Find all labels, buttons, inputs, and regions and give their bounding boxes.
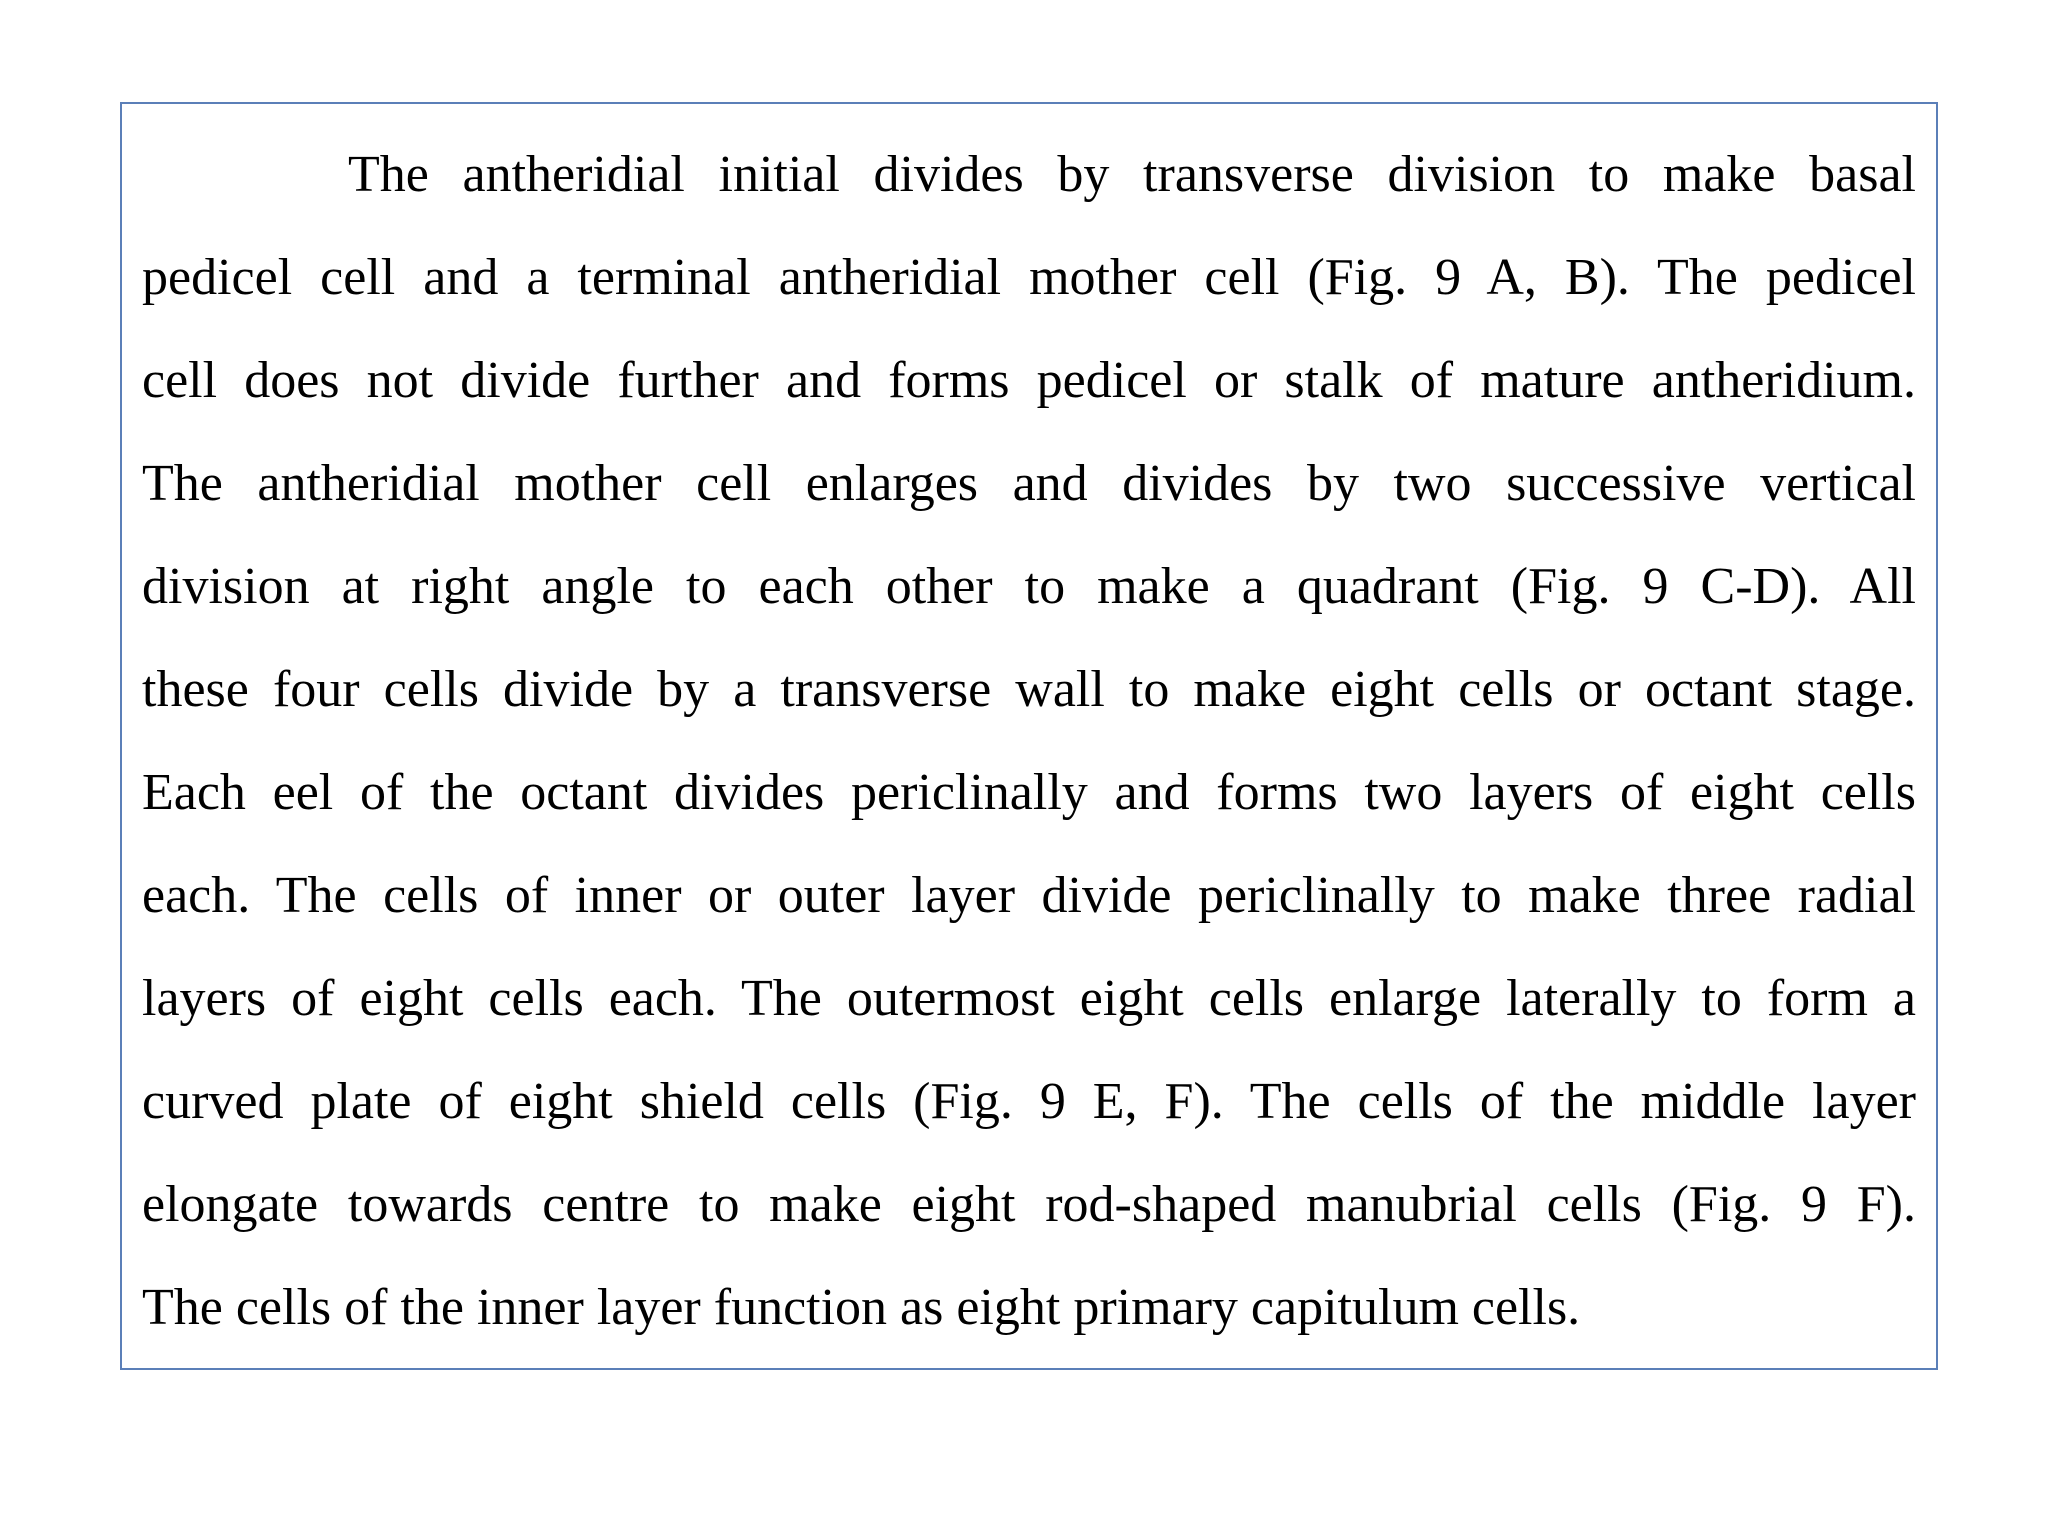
paragraph-line: The cells of the inner layer function as eight primary capitulum cells. [142, 1279, 1581, 1336]
paragraph-line: each. The cells of inner or outer layer divide periclinally to make three radial [142, 867, 1916, 924]
paragraph-line: elongate towards centre to make eight rod-shaped manubrial cells (Fig. 9 F). [142, 1176, 1916, 1233]
paragraph-line: these four cells divide by a transverse wall to make eight cells or octant stage. [142, 661, 1916, 718]
paragraph-line: cell does not divide further and forms pedicel or stalk of mature antheridium. [142, 352, 1916, 409]
paragraph-line: The antheridial initial divides by transverse division to make basal [348, 146, 1916, 203]
paragraph-line: pedicel cell and a terminal antheridial mother cell (Fig. 9 A, B). The pedicel [142, 249, 1916, 306]
paragraph-line: Each eel of the octant divides periclinally and forms two layers of eight cells [142, 764, 1916, 821]
paragraph-line: division at right angle to each other to make a quadrant (Fig. 9 C-D). All [142, 558, 1916, 615]
paragraph-line: The antheridial mother cell enlarges and divides by two successive vertical [142, 455, 1916, 512]
paragraph-line: curved plate of eight shield cells (Fig. 9 E, F). The cells of the middle layer [142, 1073, 1916, 1130]
paragraph-line: layers of eight cells each. The outermost eight cells enlarge laterally to form a [142, 970, 1916, 1027]
text-box [120, 102, 1938, 1370]
